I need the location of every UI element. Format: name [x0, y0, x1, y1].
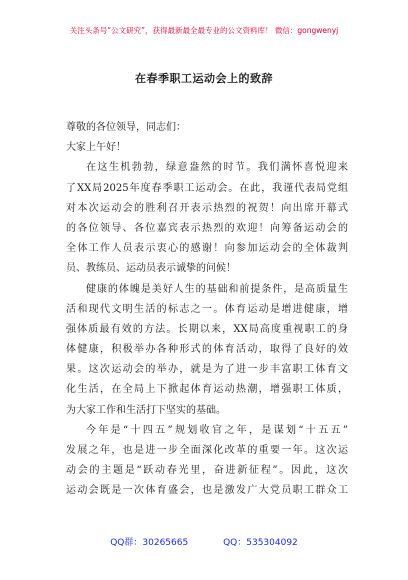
paragraph-2-line: 化生活，在全局上下掀起体育运动热潮，增强职工体质， — [66, 384, 348, 396]
paragraph-1-line: 了XX局2025年度春季职工运动会。在此，我谨代表局党组 — [66, 182, 348, 194]
footer-qq-group: QQ群：30265665 — [110, 538, 189, 548]
paragraph-2-line: 为大家工作和生活打下坚实的基础。 — [66, 404, 226, 416]
paragraph-1-line: 在这生机勃勃，绿意盎然的时节。我们满怀喜悦迎来 — [86, 162, 348, 174]
paragraph-3-line: 运动会既是一次体育盛会，也是激发广大党员职工群众工 — [66, 485, 348, 497]
paragraph-2-line: 体健康，积极举办各种形式的体育活动，取得了良好的效 — [66, 344, 348, 356]
document-body — [66, 118, 348, 502]
document-title: 在春季职工运动会上的致辞 — [135, 72, 273, 85]
paragraph-3-line: 发展之年，也是进一步全面深化改革的重要一年。这次运 — [66, 445, 348, 456]
greeting: 大家上午好！ — [66, 142, 126, 154]
header-banner: 关注头条号“公文研究”，获得最新最全最专业的公文资料库！ 微信：gongwenyj — [69, 26, 339, 35]
footer-contact — [0, 535, 408, 548]
paragraph-1-line: 全体工作人员表示衷心的感谢！向参加运动会的全体裁判 — [66, 243, 348, 255]
paragraph-1-line: 的各位领导、各位嘉宾表示热烈的欢迎！向筹备运动会的 — [66, 222, 348, 234]
paragraph-2-line: 活和现代文明生活的标志之一。体育运动是增进健康，增 — [66, 303, 348, 315]
paragraph-3-line: 今年是“十四五”规划收官之年，是谋划“十五五” — [86, 424, 348, 436]
paragraph-2-line: 果。这次运动会的举办，就是为了进一步丰富职工体育文 — [66, 364, 348, 376]
footer-qq: QQ：535304092 — [223, 538, 298, 548]
paragraph-1-line: 员、教练员、运动员表示诚挚的问候！ — [66, 263, 236, 275]
paragraph-1-line: 对本次运动会的胜利召开表示热烈的祝贺！向出席开幕式 — [66, 202, 348, 214]
paragraph-2-line: 强体质最有效的方法。长期以来，XX局高度重视职工的身 — [66, 323, 348, 335]
paragraph-2-line: 健康的体魄是美好人生的基础和前提条件，是高质量生 — [86, 283, 348, 295]
salutation: 尊敬的各位领导，同志们： — [66, 122, 186, 133]
paragraph-3-line: 动会的主题是“跃动春光里，奋进新征程”。因此，这次 — [66, 465, 348, 477]
